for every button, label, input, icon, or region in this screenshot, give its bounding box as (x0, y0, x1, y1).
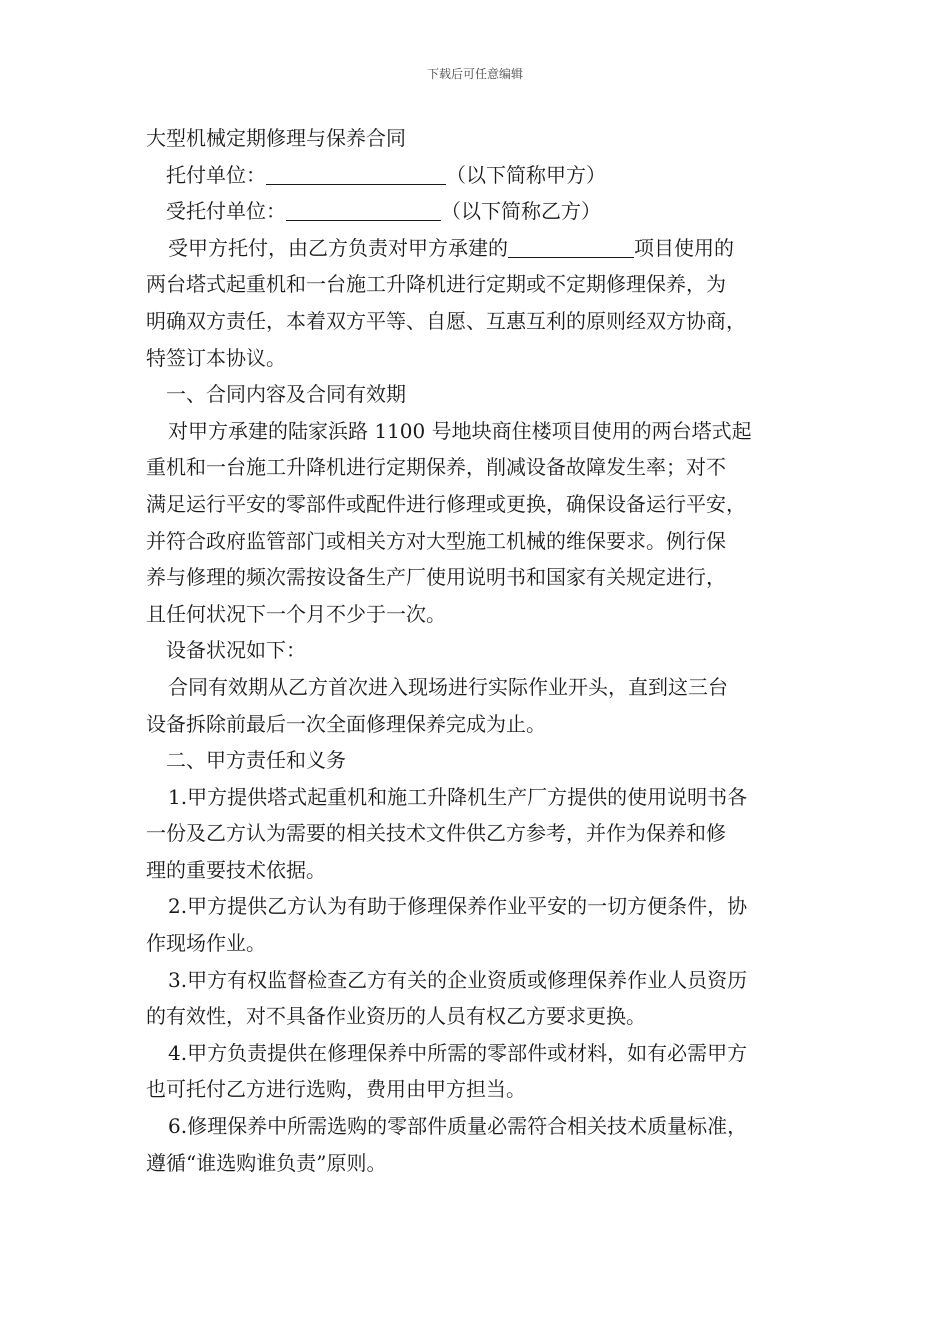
party-b-blank[interactable] (286, 198, 441, 221)
clause-line: 2.甲方提供乙方认为有助于修理保养作业平安的一切方便条件，协 (168, 894, 748, 919)
party-b-label: 受托付单位： (166, 199, 286, 224)
party-b-suffix: （以下简称乙方） (441, 199, 601, 224)
party-a-line (146, 157, 826, 194)
clause-line: 理的重要技术依据。 (146, 857, 326, 882)
intro-line-1 (146, 230, 826, 267)
clause-line: 遵循“谁选购谁负责”原则。 (146, 1150, 387, 1175)
section1-p2-line: 设备拆除前最后一次全面修理保养完成为止。 (146, 711, 546, 736)
document-body (146, 120, 826, 1181)
party-a-suffix: （以下简称甲方） (446, 162, 606, 187)
section-heading-2: 二、甲方责任和义务 (166, 748, 346, 773)
clause-line: 6.修理保养中所需选购的零部件质量必需符合相关技术质量标准， (168, 1114, 748, 1139)
equipment-status-line: 设备状况如下： (166, 638, 306, 663)
clause-line: 一份及乙方认为需要的相关技术文件供乙方参考，并作为保养和修 (146, 821, 726, 846)
party-a-label: 托付单位： (166, 162, 266, 187)
clause-line: 1.甲方提供塔式起重机和施工升降机生产厂方提供的使用说明书各 (168, 784, 748, 809)
party-b-line (146, 193, 826, 230)
section-heading-1: 一、合同内容及合同有效期 (166, 382, 406, 407)
clause-line: 作现场作业。 (146, 931, 266, 956)
intro-text: 受甲方托付，由乙方负责对甲方承建的 (168, 235, 508, 260)
document-title: 大型机械定期修理与保养合同 (146, 126, 406, 150)
clause-line: 的有效性，对不具备作业资历的人员有权乙方要求更换。 (146, 1004, 646, 1029)
intro-line: 特签订本协议。 (146, 345, 286, 370)
section1-p1-line: 并符合政府监管部门或相关方对大型施工机械的维保要求。例行保 (146, 528, 726, 553)
clause-line: 也可托付乙方进行选购，费用由甲方担当。 (146, 1077, 526, 1102)
section1-p1-line: 满足运行平安的零部件或配件进行修理或更换，确保设备运行平安， (146, 491, 746, 516)
intro-text: 项目使用的 (634, 235, 734, 260)
party-a-blank[interactable] (266, 162, 446, 185)
project-blank[interactable] (508, 235, 634, 258)
section1-p1-line: 且任何状况下一个月不少于一次。 (146, 601, 446, 626)
section1-p2-line: 合同有效期从乙方首次进入现场进行实际作业开头，直到这三台 (168, 674, 728, 699)
intro-line: 明确双方责任，本着双方平等、自愿、互惠互利的原则经双方协商， (146, 308, 746, 333)
clause-line: 3.甲方有权监督检查乙方有关的企业资质或修理保养作业人员资历 (168, 967, 748, 992)
section1-p1-line: 重机和一台施工升降机进行定期保养，削减设备故障发生率；对不 (146, 455, 726, 480)
header-note: 下载后可任意编辑 (426, 67, 523, 81)
clause-line: 4.甲方负责提供在修理保养中所需的零部件或材料，如有必需甲方 (168, 1040, 748, 1065)
intro-line: 两台塔式起重机和一台施工升降机进行定期或不定期修理保养，为 (146, 272, 726, 297)
section1-p1-line: 养与修理的频次需按设备生产厂使用说明书和国家有关规定进行， (146, 565, 726, 590)
section1-p1-line: 对甲方承建的陆家浜路 1100 号地块商住楼项目使用的两台塔式起 (168, 418, 752, 443)
